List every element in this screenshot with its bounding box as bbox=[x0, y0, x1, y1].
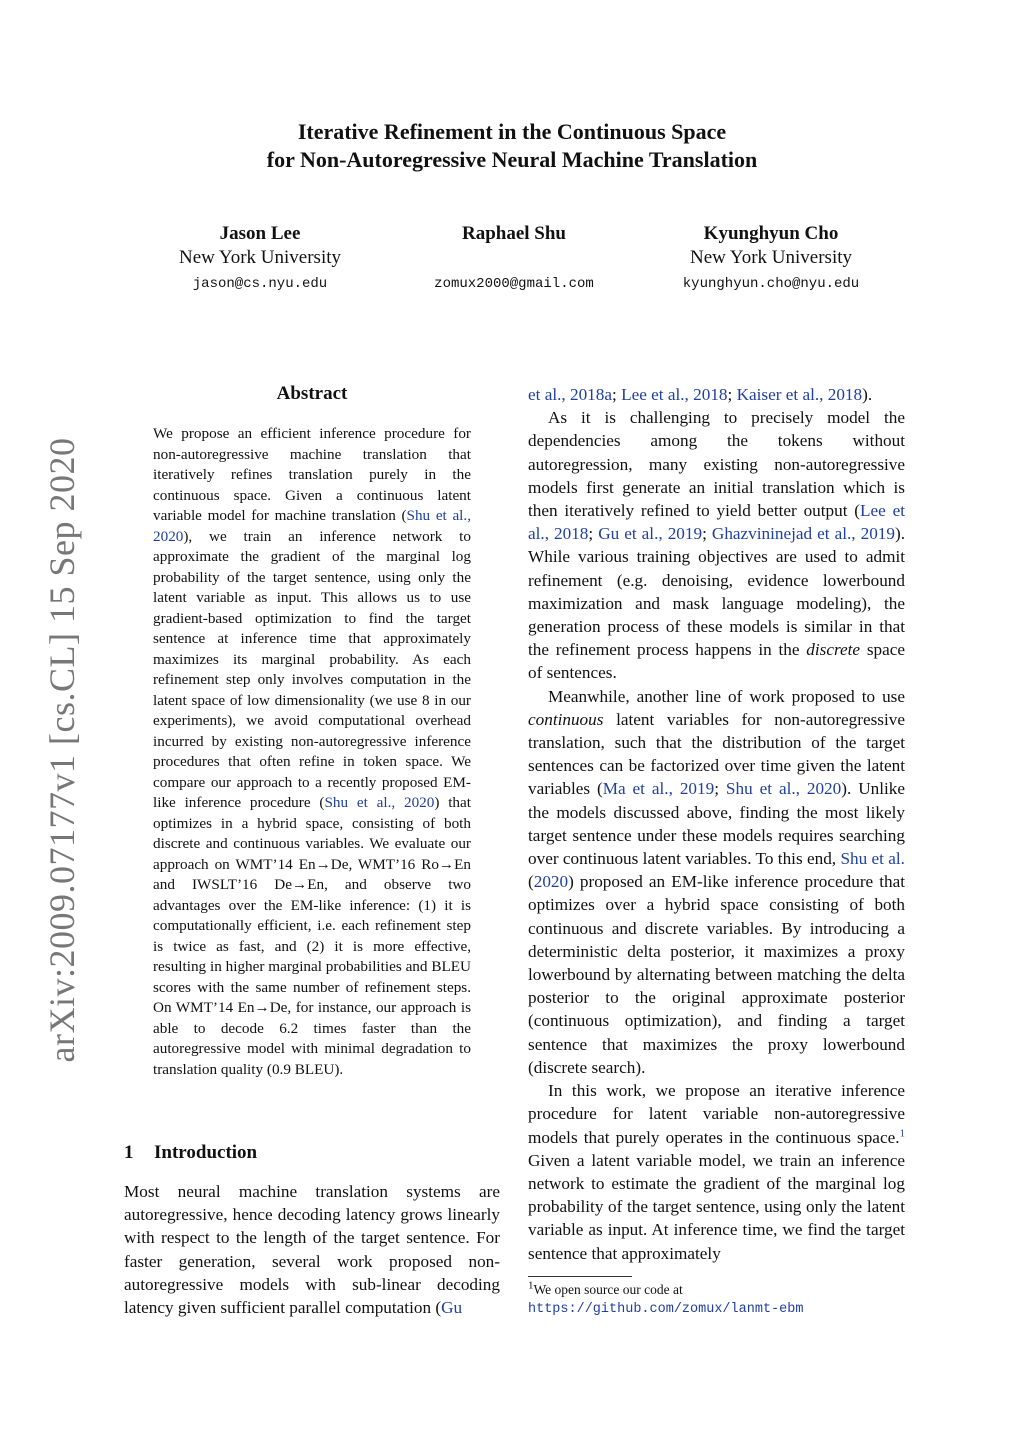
citation-link[interactable]: Shu et al., 2020 bbox=[153, 507, 471, 545]
paragraph-continued bbox=[528, 383, 905, 406]
abstract-heading: Abstract bbox=[276, 383, 348, 404]
author-email: zomux2000@gmail.com bbox=[434, 276, 594, 292]
emphasis-text: discrete bbox=[806, 640, 861, 660]
footnote bbox=[528, 1281, 918, 1319]
body-text: Most neural machine translation systems are autoregressive, hence decoding latency grows linearly with respect to the length of the target sentence. For faster generation, several work proposed non-autoregressive models with sub-linear decoding latency given sufficient parallel computation ( bbox=[124, 1182, 500, 1318]
emphasis-text: continuous bbox=[528, 709, 604, 729]
title-line-1: Iterative Refinement in the Continuous Space bbox=[297, 119, 727, 144]
citation-link[interactable]: Lee et al., 2018 bbox=[621, 385, 728, 404]
citation-link[interactable]: Shu et al., 2020 bbox=[725, 779, 842, 799]
body-text: As it is challenging to precisely model the dependencies among the tokens without autoregression, many existing non-autoregressive models first generate an initial translation which is then iteratively refined to yield better output ( bbox=[528, 408, 905, 521]
body-text: In this work, we propose an iterative inference procedure for latent variable non-autoregressive models that purely operates in the continuous space. bbox=[528, 1081, 905, 1147]
author-email: kyunghyun.cho@nyu.edu bbox=[682, 276, 860, 292]
section-title: Introduction bbox=[154, 1142, 258, 1163]
arxiv-identifier: arXiv:2009.07177v1 [cs.CL] 15 Sep 2020 bbox=[42, 437, 82, 1063]
author-block bbox=[384, 222, 644, 294]
separator: ; bbox=[612, 385, 622, 404]
citation-link[interactable]: Gu bbox=[441, 1298, 463, 1318]
citation-link[interactable]: et al., 2018a bbox=[528, 385, 612, 404]
author-email: jason@cs.nyu.edu bbox=[192, 276, 328, 292]
author-block bbox=[130, 222, 390, 294]
citation-link[interactable]: Kaiser et al., 2018 bbox=[736, 385, 863, 404]
citation-link[interactable]: Gu et al., 2019 bbox=[598, 524, 703, 544]
author-block bbox=[641, 222, 901, 294]
citation-link[interactable]: Lee et al., 2018 bbox=[528, 501, 905, 544]
abstract-text: ), we train an inference network to approximate the gradient of the marginal log probability of the target sentence, using only the latent variable as input. This allows us to use gradient-based optimization to find the target sentence at inference time that approximately maximizes its marginal probability. As each refinement step only involves computation in the latent space of low dimensionality (we use 8 in our experiments), we avoid computational overhead incurred by existing non-autoregressive inference procedures that often refine in token space. We compare our approach to a recently proposed EM-like inference procedure ( bbox=[153, 527, 471, 811]
separator: ). bbox=[862, 385, 873, 404]
citation-link[interactable]: Shu et al., 2020 bbox=[324, 794, 435, 811]
section-number: 1 bbox=[124, 1142, 134, 1163]
separator: ; bbox=[714, 779, 726, 799]
footnote-text: We open source our code at bbox=[533, 1282, 683, 1297]
footnote-number: 1 bbox=[528, 1279, 534, 1292]
author-affiliation bbox=[384, 246, 644, 270]
title-line-2: for Non-Autoregressive Neural Machine Translation bbox=[266, 147, 758, 172]
paragraph bbox=[528, 1079, 905, 1265]
paper-title bbox=[0, 118, 1024, 174]
separator: ; bbox=[727, 385, 737, 404]
author-name: Jason Lee bbox=[219, 223, 301, 244]
abstract-body bbox=[153, 424, 471, 1080]
body-text: latent variables for non-autoregressive translation, such that the distribution of the target sentences can be factorized over time given the latent variables ( bbox=[528, 709, 905, 799]
paragraph bbox=[528, 406, 905, 684]
body-text: ). Unlike the models discussed above, finding the most likely target sentence under these models requires searching over continuous latent variables. To this end, bbox=[528, 779, 905, 869]
author-name: Kyunghyun Cho bbox=[703, 223, 839, 244]
author-affiliation: New York University bbox=[178, 247, 342, 268]
separator: ; bbox=[588, 524, 599, 544]
section-heading bbox=[124, 1142, 257, 1164]
body-text: ( bbox=[528, 872, 534, 892]
body-text: space of sentences. bbox=[528, 640, 905, 683]
citation-link[interactable]: Ma et al., 2019 bbox=[602, 779, 715, 799]
abstract-text: ) that optimizes in a hybrid space, consisting of both discrete and continuous variables. We evaluate our approach on WMT’14 En→De, WMT’16 Ro→En and IWSLT’16 De→En, and observe two advantages over the EM-like inference: (1) it is computationally efficient, i.e. each refinement step is twice as fast, and (2) it is more effective, resulting in higher marginal probabilities and BLEU scores with the same number of refinement steps. On WMT’14 En→De, for instance, our approach is able to decode 6.2 times faster than the autoregressive model with minimal degradation to translation quality (0.9 BLEU). bbox=[153, 794, 471, 1078]
body-text: ). While various training objectives are used to admit refinement (e.g. denoising, evidence lowerbound maximization and mask language modeling), the generation process of these models is similar in that the refinement process happens in the bbox=[528, 524, 906, 660]
abstract-text: We propose an efficient inference procedure for non-autoregressive machine translation that iteratively refines translation purely in the continuous space. Given a continuous latent variable model for machine translation ( bbox=[153, 425, 471, 524]
author-affiliation: New York University bbox=[689, 247, 853, 268]
citation-link[interactable]: Shu et al. bbox=[840, 849, 905, 869]
footnote-marker[interactable]: 1 bbox=[899, 1126, 905, 1139]
code-url-link[interactable]: https://github.com/zomux/lanmt-ebm bbox=[528, 1302, 804, 1317]
author-name: Raphael Shu bbox=[461, 223, 567, 244]
separator: ; bbox=[702, 524, 712, 544]
citation-link[interactable]: 2020 bbox=[533, 872, 569, 892]
body-text: Given a latent variable model, we train an inference network to estimate the gradient of the marginal log probability of the target sentence, using only the latent variable as input. At inference time, we find the target sentence that approximately bbox=[528, 1150, 905, 1263]
introduction-paragraph bbox=[124, 1180, 500, 1319]
paragraph bbox=[528, 685, 905, 1079]
footnote-divider bbox=[528, 1276, 632, 1277]
body-text: ) proposed an EM-like inference procedure that optimizes over a hybrid space consisting of both continuous and discrete variables. By introducing a deterministic delta posterior, it maximizes a proxy lowerbound by alternating between matching the delta posterior to the original approximate posterior (continuous optimization), and finding a target sentence that maximizes the proxy lowerbound (discrete search). bbox=[528, 872, 905, 1077]
citation-link[interactable]: Ghazvininejad et al., 2019 bbox=[711, 524, 895, 544]
body-text: Meanwhile, another line of work proposed to use bbox=[548, 686, 905, 706]
right-column bbox=[528, 383, 905, 1265]
